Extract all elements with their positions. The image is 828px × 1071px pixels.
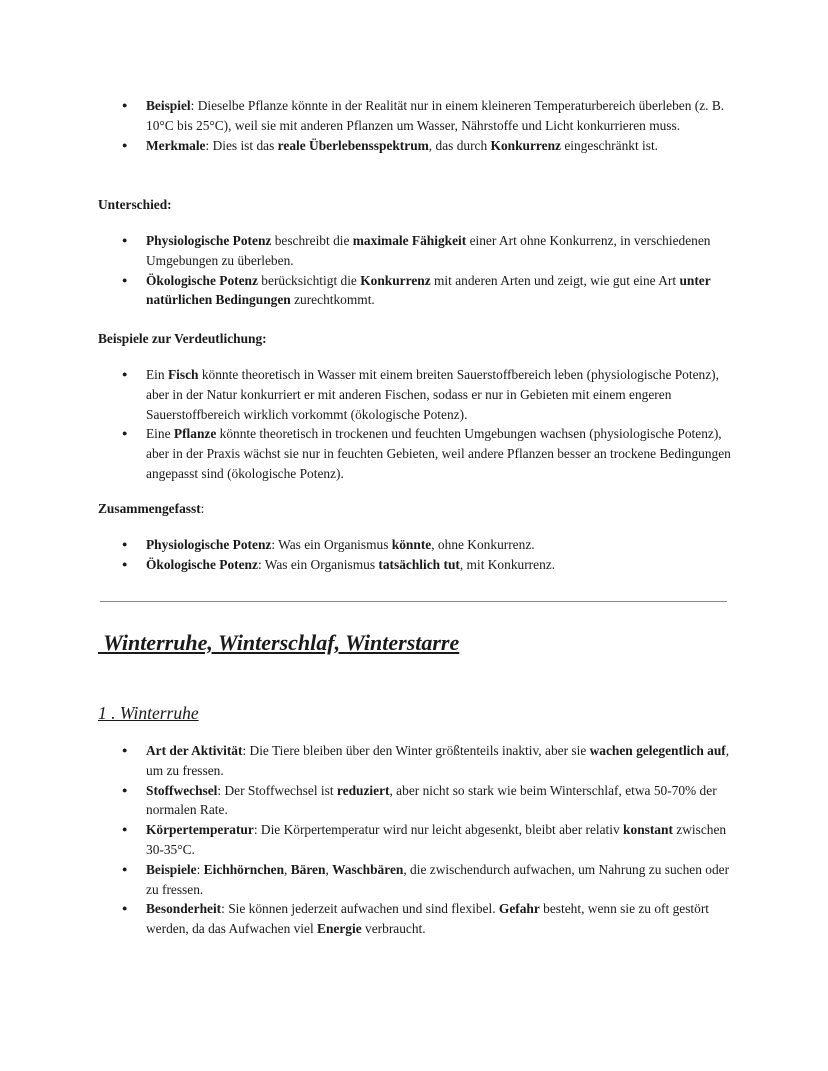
item-text: mit anderen Arten und zeigt, wie gut eine Art	[430, 272, 680, 288]
item-text: einer Art ohne Konkurrenz, in verschiedenen Umgebungen zu überleben.	[146, 233, 711, 268]
list-item	[122, 555, 737, 575]
item-text: : Dieselbe Pflanze könnte in der Realität nur in einem kleineren Temperaturbereich überleben (z. B. 10°C bis 25°C), weil sie mit anderen Pflanzen um Wasser, Nährstoffe und Licht konkurrieren muss.	[146, 98, 725, 133]
emphasis-bold: Eichhörnchen	[203, 861, 285, 877]
term-bold: Stoffwechsel	[146, 782, 218, 798]
item-text: zwischen 30-35°C.	[146, 822, 727, 857]
term-bold: Merkmale	[146, 137, 206, 153]
heading-zusammengefasst	[98, 499, 204, 519]
emphasis-bold: Gefahr	[498, 901, 540, 917]
item-text: könnte theoretisch in Wasser mit einem breiten Sauerstoffbereich leben (physiologische Potenz), aber in der Natur konkurriert er mit anderen Fischen, sodass er nur in Gebieten mit einem engeren Sauerstoffbereich wirklich vorkommt (ökologische Potenz).	[146, 367, 719, 422]
term-bold: Körpertemperatur	[146, 822, 254, 838]
term-bold: Art der Aktivität	[146, 743, 243, 758]
item-text: , die zwischendurch aufwachen, um Nahrung zu suchen oder zu fressen.	[146, 861, 730, 897]
list-item	[122, 424, 737, 483]
item-text: , mit Konkurrenz.	[459, 556, 556, 572]
heading-unterschied: Unterschied:	[98, 197, 172, 212]
item-text: , um zu fressen.	[146, 743, 730, 778]
section-title: Winterruhe, Winterschlaf, Winterstarre	[98, 630, 460, 655]
bullet-list-reale-potenz	[122, 96, 737, 155]
list-item	[122, 365, 737, 424]
emphasis-bold: Bären	[290, 861, 326, 877]
item-text: : Sie können jederzeit aufwachen und sind flexibel.	[221, 901, 499, 917]
item-text: , ohne Konkurrenz.	[431, 537, 535, 552]
item-text: Eine	[146, 426, 174, 442]
emphasis-bold: Waschbären	[332, 861, 404, 877]
item-text: , das durch	[428, 137, 491, 153]
list-item	[122, 136, 737, 156]
term-bold: Besonderheit	[146, 901, 222, 917]
item-text: : Die Körpertemperatur wird nur leicht abgesenkt, bleibt aber relativ	[253, 822, 624, 838]
list-item	[122, 899, 737, 939]
item-text: :	[196, 861, 204, 877]
item-text: : Was ein Organismus	[257, 556, 379, 572]
item-text: besteht, wenn sie zu oft gestört werden, da das Aufwachen viel	[146, 901, 710, 937]
term-bold: Physiologische Potenz	[146, 537, 272, 552]
subsection-heading-winterruhe: 1 . Winterruhe	[98, 703, 199, 723]
emphasis-bold: Fisch	[167, 367, 199, 382]
list-item	[122, 271, 737, 311]
item-text: ,	[325, 861, 333, 877]
emphasis-bold: wachen gelegentlich auf	[589, 743, 726, 758]
list-item	[122, 860, 737, 900]
heading-colon: :	[200, 501, 205, 516]
item-text: eingeschränkt ist.	[560, 137, 659, 153]
term-bold: Beispiel	[146, 98, 191, 113]
term-bold: Physiologische Potenz	[146, 233, 272, 248]
list-item	[122, 741, 737, 781]
item-text: : Dies ist das	[205, 137, 278, 153]
item-text: beschreibt die	[271, 233, 353, 248]
item-text: verbraucht.	[361, 921, 426, 937]
horizontal-divider	[100, 601, 727, 602]
emphasis-bold: Pflanze	[173, 426, 217, 442]
term-bold: Ökologische Potenz	[146, 556, 258, 572]
emphasis-bold: Energie	[317, 921, 362, 937]
item-text: : Die Tiere bleiben über den Winter größtenteils inaktiv, aber sie	[242, 743, 590, 758]
item-text: ,	[284, 861, 291, 877]
item-text: Ein	[146, 367, 168, 382]
list-item	[122, 231, 737, 271]
emphasis-bold: könnte	[391, 537, 432, 552]
heading-beispiele: Beispiele zur Verdeutlichung:	[98, 331, 267, 346]
emphasis-bold: konstant	[623, 822, 673, 838]
item-text: könnte theoretisch in trockenen und feuchten Umgebungen wachsen (physiologische Potenz), aber in der Praxis wächst sie nur in feuchten Gebieten, weil andere Pflanzen besser an trockene Bedingungen angepasst sind (ökologische Potenz).	[146, 426, 731, 481]
emphasis-bold: Konkurrenz	[490, 137, 561, 153]
term-bold: Beispiele	[146, 861, 197, 877]
bullet-list-zusammengefasst	[122, 535, 737, 575]
emphasis-bold: reale Überlebensspektrum	[277, 137, 429, 153]
item-text: berücksichtigt die	[257, 272, 361, 288]
term-bold: Ökologische Potenz	[146, 272, 258, 288]
list-item	[122, 781, 737, 821]
item-text: zurechtkommt.	[290, 292, 375, 308]
emphasis-bold: unter natürlichen Bedingungen	[146, 272, 711, 308]
item-text: : Was ein Organismus	[271, 537, 392, 552]
item-text: : Der Stoffwechsel ist	[217, 782, 337, 798]
emphasis-bold: reduziert	[336, 782, 390, 798]
item-text: , aber nicht so stark wie beim Winterschlaf, etwa 50-70% der normalen Rate.	[146, 782, 717, 818]
list-item	[122, 535, 737, 555]
bullet-list-beispiele	[122, 365, 737, 484]
heading-text: Zusammengefasst	[98, 501, 201, 516]
list-item	[122, 820, 737, 860]
bullet-list-unterschied	[122, 231, 737, 310]
list-item	[122, 96, 737, 136]
emphasis-bold: tatsächlich tut	[378, 556, 460, 572]
bullet-list-winterruhe	[122, 741, 737, 939]
emphasis-bold: maximale Fähigkeit	[352, 233, 467, 248]
emphasis-bold: Konkurrenz	[360, 272, 431, 288]
